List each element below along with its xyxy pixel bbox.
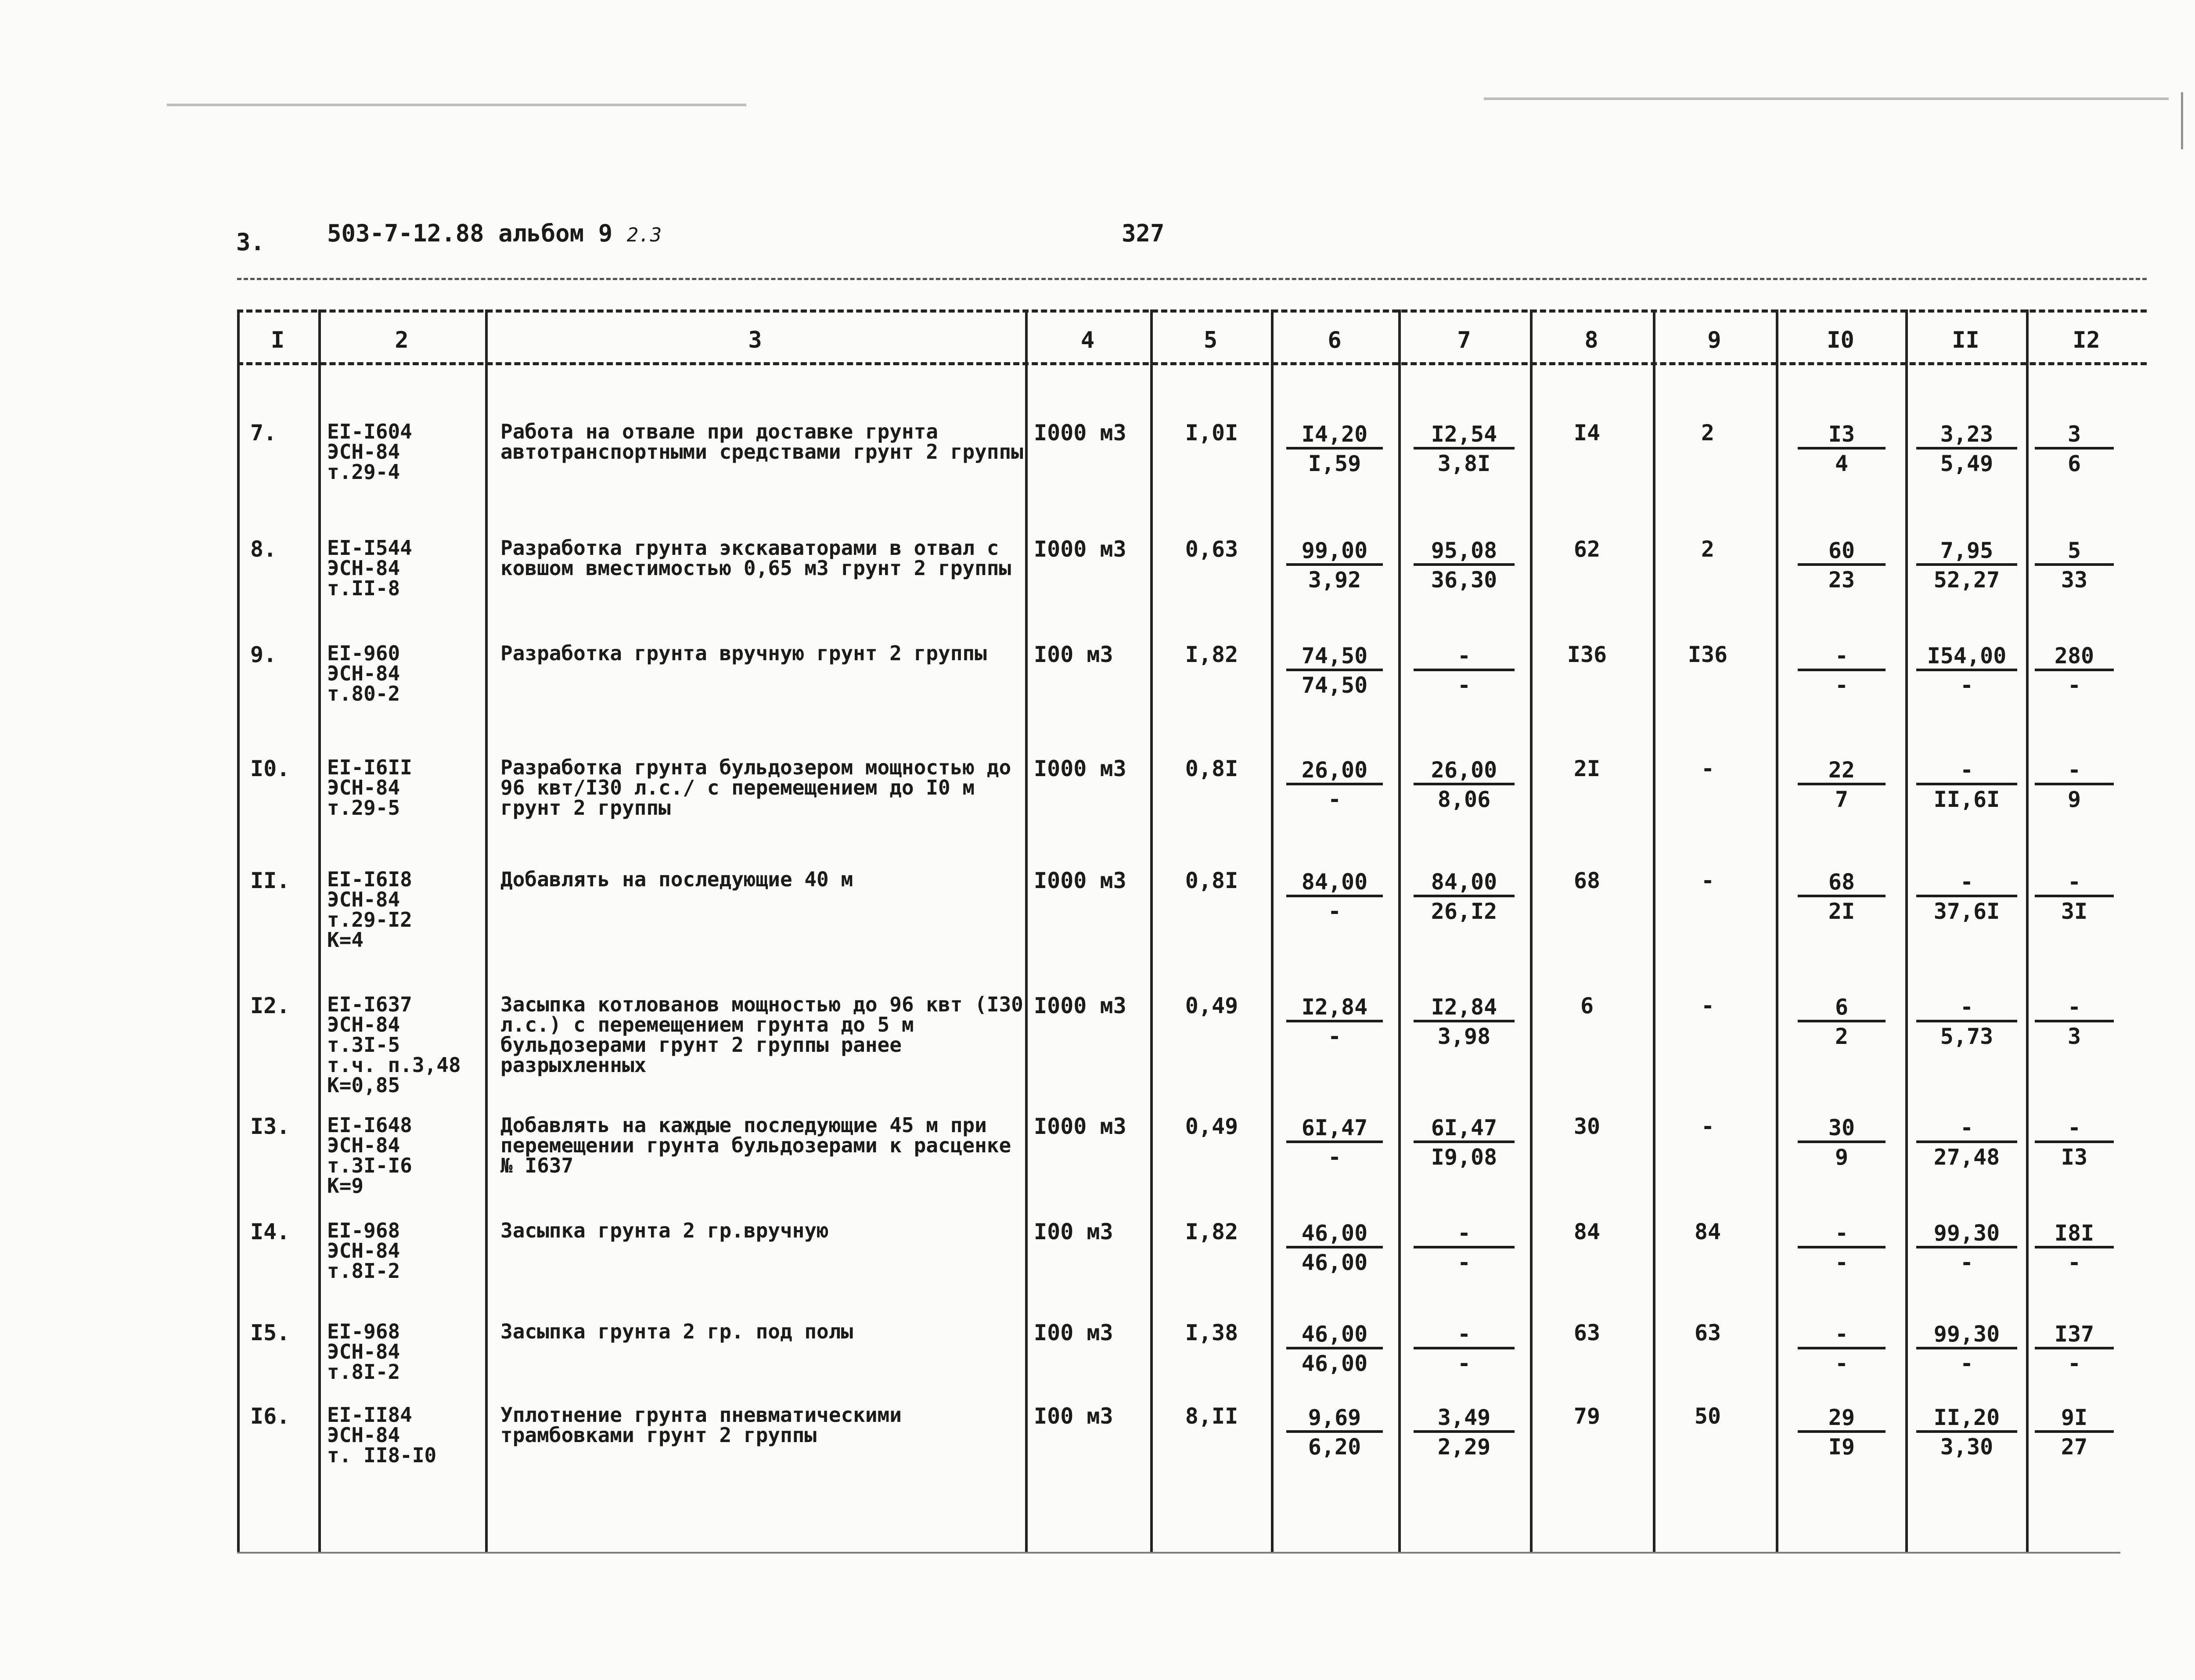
fraction-denominator: 23: [1828, 567, 1855, 593]
fraction-denominator: 2I: [1828, 899, 1855, 924]
norm-code-line: EI-I604: [327, 420, 412, 443]
unit-of-measure: I000 м3: [1034, 1114, 1126, 1139]
norm-code: [327, 643, 485, 704]
fraction-numerator: 22: [1798, 757, 1886, 785]
fraction-denominator: -: [1835, 1351, 1849, 1376]
fraction-numerator: -: [1916, 994, 2017, 1022]
table-row: [237, 994, 2147, 1100]
colhead-4: 4: [1080, 327, 1095, 353]
value-col-8: 62: [1573, 536, 1601, 562]
value-col-9: -: [1701, 993, 1715, 1018]
fraction-numerator: -: [1798, 1220, 1886, 1248]
fraction-denominator: 9: [1835, 1144, 1849, 1170]
fraction-denominator: -: [2067, 1250, 2081, 1275]
norm-code-line: EI-I6II: [327, 755, 412, 779]
norm-code: [327, 1321, 485, 1382]
table-row: [237, 421, 2147, 527]
fraction-numerator: I37: [2035, 1321, 2114, 1349]
quantity: I,38: [1185, 1320, 1238, 1345]
fraction-c12: [2035, 869, 2114, 925]
fraction-denominator: -: [2067, 1351, 2081, 1376]
norm-code-line: т.29-I2: [327, 908, 412, 932]
row-number: I4.: [250, 1219, 290, 1245]
colhead-12: I2: [2073, 327, 2100, 353]
table-row: [237, 1405, 2147, 1510]
value-col-8: 6: [1580, 993, 1594, 1018]
document-code-main: 503-7-12.88 альбом 9: [327, 219, 613, 247]
quantity: 0,49: [1185, 1114, 1238, 1139]
work-description: Добавлять на каждые последующие 45 м при перемещении грунта бульдозерами к расценке № I637: [500, 1113, 1011, 1177]
fraction-denominator: 2,29: [1437, 1434, 1491, 1460]
fraction-numerator: -: [2035, 869, 2114, 897]
fraction-c11: [1916, 869, 2017, 925]
colhead-5: 5: [1203, 327, 1218, 353]
fraction-denominator: 74,50: [1301, 673, 1368, 698]
fraction-denominator: -: [1328, 1144, 1342, 1170]
fraction-denominator: 27: [2061, 1434, 2088, 1460]
fraction-numerator: 3,23: [1916, 421, 2017, 450]
fraction-numerator: 7,95: [1916, 538, 2017, 566]
fraction-denominator: -: [1835, 1250, 1849, 1275]
fraction-c6: [1286, 757, 1383, 813]
row-number: I6.: [250, 1403, 290, 1429]
fraction-denominator: 33: [2061, 567, 2088, 593]
fraction-c12: [2035, 421, 2114, 478]
fraction-c10: [1798, 1115, 1886, 1171]
value-col-8: 84: [1573, 1219, 1601, 1245]
value-col-9: I36: [1688, 642, 1728, 667]
fraction-c10: [1798, 538, 1886, 594]
fraction-c10: [1798, 643, 1886, 699]
colhead-10: I0: [1827, 327, 1854, 353]
fraction-c6: [1286, 1115, 1383, 1171]
fraction-c6: [1286, 1321, 1383, 1378]
fraction-denominator: -: [1960, 673, 1974, 698]
fraction-denominator: II,6I: [1933, 787, 2000, 812]
sheet-marker: 3.: [236, 228, 265, 256]
fraction-c12: [2035, 994, 2114, 1050]
fraction-numerator: -: [1414, 643, 1515, 671]
norm-code-line: т.80-2: [327, 682, 400, 705]
unit-of-measure: I00 м3: [1034, 1403, 1113, 1429]
fraction-numerator: 3: [2035, 421, 2114, 450]
work-description: Разработка грунта бульдозером мощностью до 96 квт/I30 л.с./ с перемещением до I0 м грунт 2 группы: [500, 755, 1011, 820]
fraction-numerator: -: [1916, 757, 2017, 785]
colhead-6: 6: [1328, 327, 1342, 353]
fraction-denominator: 3,8I: [1437, 451, 1491, 476]
fraction-denominator: 27,48: [1933, 1144, 2000, 1170]
norm-code-line: EI-I6I8: [327, 867, 412, 891]
column-number-row: [237, 309, 2147, 364]
fraction-numerator: II,20: [1916, 1405, 2017, 1433]
work-description: Засыпка котлованов мощностью до 96 квт (I30 л.с.) с перемещением грунта до 5 м бульдозерами грунт 2 группы ранее разрыхленных: [500, 993, 1023, 1077]
work-description: Добавлять на последующие 40 м: [500, 867, 853, 891]
table-row: [237, 869, 2147, 975]
fraction-c7: [1414, 538, 1515, 594]
norm-code-line: т.29-5: [327, 796, 400, 820]
fraction-numerator: -: [1414, 1321, 1515, 1349]
fraction-numerator: 99,30: [1916, 1321, 2017, 1349]
fraction-denominator: I,59: [1308, 451, 1361, 476]
fraction-c7: [1414, 757, 1515, 813]
fraction-numerator: 84,00: [1414, 869, 1515, 897]
fraction-numerator: 26,00: [1286, 757, 1383, 785]
header-dotted-rule: [237, 278, 2147, 280]
fraction-c12: [2035, 757, 2114, 813]
fraction-denominator: 36,30: [1431, 567, 1497, 593]
fraction-numerator: 6: [1798, 994, 1886, 1022]
norm-code: [327, 869, 485, 950]
norm-code-line: т.3I-I6: [327, 1154, 412, 1177]
fraction-denominator: I9,08: [1431, 1144, 1497, 1170]
colhead-7: 7: [1457, 327, 1471, 353]
fraction-c7: [1414, 1405, 1515, 1461]
fraction-numerator: 6I,47: [1286, 1115, 1383, 1143]
fraction-denominator: 3I: [2061, 899, 2088, 924]
table-row: [237, 643, 2147, 748]
work-description: Разработка грунта вручную грунт 2 группы: [500, 641, 987, 665]
fraction-c12: [2035, 1115, 2114, 1171]
row-number: I5.: [250, 1320, 290, 1345]
unit-of-measure: I000 м3: [1034, 536, 1126, 562]
fraction-numerator: 95,08: [1414, 538, 1515, 566]
unit-of-measure: I00 м3: [1034, 642, 1113, 667]
fraction-c7: [1414, 1115, 1515, 1171]
norm-code: [327, 538, 485, 598]
row-number: I0.: [250, 756, 290, 781]
value-col-8: 30: [1573, 1114, 1601, 1139]
norm-code-line: EI-960: [327, 641, 400, 665]
fraction-numerator: 6I,47: [1414, 1115, 1515, 1143]
fraction-numerator: 26,00: [1414, 757, 1515, 785]
colhead-11: II: [1952, 327, 1979, 353]
fraction-c7: [1414, 643, 1515, 699]
fraction-numerator: I8I: [2035, 1220, 2114, 1248]
table-row: [237, 1115, 2147, 1220]
norm-code-line: EI-I544: [327, 536, 412, 560]
fraction-numerator: -: [1916, 869, 2017, 897]
norm-code-line: ЭСН-84: [327, 1013, 400, 1036]
unit-of-measure: I00 м3: [1034, 1219, 1113, 1245]
fraction-denominator: 5,73: [1940, 1024, 1993, 1049]
unit-of-measure: I00 м3: [1034, 1320, 1113, 1345]
scan-artifact-line: [1484, 97, 2169, 100]
fraction-numerator: 46,00: [1286, 1220, 1383, 1248]
fraction-c11: [1916, 1220, 2017, 1277]
value-col-8: 2I: [1573, 756, 1601, 781]
quantity: I,82: [1185, 1219, 1238, 1245]
work-description: Засыпка грунта 2 гр. под полы: [500, 1320, 853, 1343]
fraction-numerator: 5: [2035, 538, 2114, 566]
value-col-8: 68: [1573, 868, 1601, 893]
fraction-c10: [1798, 1405, 1886, 1461]
norm-code: [327, 757, 485, 818]
fraction-numerator: 68: [1798, 869, 1886, 897]
fraction-denominator: -: [2067, 673, 2081, 698]
row-number: I2.: [250, 993, 290, 1018]
fraction-c7: [1414, 869, 1515, 925]
norm-code-line: EI-968: [327, 1320, 400, 1343]
fraction-denominator: -: [1960, 1351, 1974, 1376]
fraction-c12: [2035, 643, 2114, 699]
fraction-numerator: 99,00: [1286, 538, 1383, 566]
fraction-denominator: -: [1835, 673, 1849, 698]
fraction-c6: [1286, 421, 1383, 478]
fraction-c7: [1414, 421, 1515, 478]
fraction-c6: [1286, 643, 1383, 699]
colhead-2: 2: [395, 327, 409, 353]
fraction-denominator: 9: [2067, 787, 2081, 812]
table-row: [237, 538, 2147, 643]
fraction-c12: [2035, 538, 2114, 594]
quantity: I,0I: [1185, 420, 1238, 446]
fraction-c10: [1798, 994, 1886, 1050]
fraction-denominator: 4: [1835, 451, 1849, 476]
fraction-denominator: 52,27: [1933, 567, 2000, 593]
value-col-8: 79: [1573, 1403, 1601, 1429]
fraction-denominator: -: [1328, 787, 1342, 812]
fraction-numerator: -: [2035, 1115, 2114, 1143]
fraction-denominator: -: [1457, 1351, 1471, 1376]
norm-code-line: т. II8-I0: [327, 1443, 437, 1467]
fraction-denominator: I9: [1828, 1434, 1855, 1460]
value-col-9: 2: [1701, 420, 1715, 446]
norm-code-line: т.29-4: [327, 460, 400, 484]
fraction-numerator: 9,69: [1286, 1405, 1383, 1433]
value-col-9: 50: [1694, 1403, 1721, 1429]
norm-code-line: ЭСН-84: [327, 1340, 400, 1363]
fraction-c10: [1798, 869, 1886, 925]
norm-code-line: т.II-8: [327, 576, 400, 600]
norm-code: [327, 1115, 485, 1196]
fraction-numerator: I2,84: [1286, 994, 1383, 1022]
norm-code-line: ЭСН-84: [327, 888, 400, 911]
fraction-denominator: 46,00: [1301, 1250, 1368, 1275]
quantity: 0,49: [1185, 993, 1238, 1018]
fraction-numerator: I54,00: [1916, 643, 2017, 671]
norm-code: [327, 1405, 485, 1465]
fraction-numerator: -: [1414, 1220, 1515, 1248]
row-number: 8.: [250, 536, 277, 562]
fraction-c12: [2035, 1405, 2114, 1461]
norm-code-line: K=0,85: [327, 1073, 400, 1097]
fraction-numerator: -: [1798, 1321, 1886, 1349]
work-description: Уплотнение грунта пневматическими трамбовками грунт 2 группы: [500, 1403, 902, 1447]
fraction-numerator: I2,84: [1414, 994, 1515, 1022]
value-col-9: -: [1701, 868, 1715, 893]
norm-code-line: ЭСН-84: [327, 662, 400, 685]
fraction-denominator: 3,30: [1940, 1434, 1993, 1460]
document-code-suffix: 2.3: [626, 224, 662, 246]
norm-code-line: EI-968: [327, 1219, 400, 1242]
quantity: I,82: [1185, 642, 1238, 667]
fraction-numerator: -: [1798, 643, 1886, 671]
fraction-numerator: 99,30: [1916, 1220, 2017, 1248]
colhead-9: 9: [1707, 327, 1721, 353]
fraction-denominator: 6,20: [1308, 1434, 1361, 1460]
fraction-denominator: 6: [2067, 451, 2081, 476]
norm-code: [327, 994, 485, 1095]
fraction-numerator: I4,20: [1286, 421, 1383, 450]
fraction-numerator: 30: [1798, 1115, 1886, 1143]
norm-code-line: ЭСН-84: [327, 440, 400, 464]
fraction-c10: [1798, 757, 1886, 813]
right-edge-mark: [2181, 92, 2183, 149]
fraction-c6: [1286, 1220, 1383, 1277]
fraction-c7: [1414, 1321, 1515, 1378]
fraction-denominator: 3,98: [1437, 1024, 1491, 1049]
value-col-9: 63: [1694, 1320, 1721, 1345]
work-description: Работа на отвале при доставке грунта автотранспортными средствами грунт 2 группы: [500, 420, 1023, 464]
value-col-9: -: [1701, 1114, 1715, 1139]
fraction-c6: [1286, 1405, 1383, 1461]
fraction-c11: [1916, 994, 2017, 1050]
page-number: 327: [1122, 219, 1165, 247]
norm-code-line: ЭСН-84: [327, 1239, 400, 1263]
fraction-denominator: -: [1960, 1250, 1974, 1275]
norm-code-line: EI-II84: [327, 1403, 412, 1427]
value-col-9: 2: [1701, 536, 1715, 562]
fraction-c11: [1916, 1321, 2017, 1378]
fraction-c7: [1414, 1220, 1515, 1277]
value-col-8: I4: [1573, 420, 1601, 446]
norm-code-line: т.3I-5: [327, 1033, 400, 1057]
fraction-numerator: 46,00: [1286, 1321, 1383, 1349]
fraction-numerator: 3,49: [1414, 1405, 1515, 1433]
fraction-denominator: -: [1457, 1250, 1471, 1275]
fraction-c12: [2035, 1220, 2114, 1277]
row-number: II.: [250, 868, 290, 893]
fraction-c7: [1414, 994, 1515, 1050]
fraction-denominator: 7: [1835, 787, 1849, 812]
fraction-c6: [1286, 869, 1383, 925]
quantity: 0,63: [1185, 536, 1238, 562]
fraction-numerator: 29: [1798, 1405, 1886, 1433]
norm-code-line: EI-I648: [327, 1113, 412, 1137]
document-code: [327, 219, 662, 247]
table-row: [237, 1220, 2147, 1326]
fraction-denominator: 3,92: [1308, 567, 1361, 593]
value-col-9: 84: [1694, 1219, 1721, 1245]
value-col-8: I36: [1567, 642, 1607, 667]
norm-code-line: т.8I-2: [327, 1360, 400, 1384]
scan-artifact-line: [167, 104, 746, 106]
fraction-c11: [1916, 643, 2017, 699]
value-col-9: -: [1701, 756, 1715, 781]
norm-code-line: K=4: [327, 928, 364, 952]
fraction-denominator: 46,00: [1301, 1351, 1368, 1376]
fraction-denominator: 3: [2067, 1024, 2081, 1049]
row-number: 7.: [250, 420, 277, 446]
fraction-denominator: I3: [2061, 1144, 2088, 1170]
colhead-1: I: [270, 327, 285, 353]
fraction-c11: [1916, 1115, 2017, 1171]
norm-code: [327, 421, 485, 482]
fraction-c11: [1916, 538, 2017, 594]
table-row: [237, 757, 2147, 863]
norm-code-line: т.ч. п.3,48: [327, 1053, 461, 1077]
fraction-numerator: I2,54: [1414, 421, 1515, 450]
quantity: 0,8I: [1185, 868, 1238, 893]
unit-of-measure: I000 м3: [1034, 756, 1126, 781]
fraction-denominator: 8,06: [1437, 787, 1491, 812]
unit-of-measure: I000 м3: [1034, 993, 1126, 1018]
fraction-c12: [2035, 1321, 2114, 1378]
work-description: Разработка грунта экскаваторами в отвал с ковшом вместимостью 0,65 м3 грунт 2 группы: [500, 536, 1011, 580]
colhead-8: 8: [1584, 327, 1598, 353]
fraction-numerator: 84,00: [1286, 869, 1383, 897]
work-description: Засыпка грунта 2 гр.вручную: [500, 1219, 829, 1242]
fraction-numerator: I3: [1798, 421, 1886, 450]
fraction-numerator: -: [2035, 757, 2114, 785]
quantity: 8,II: [1185, 1403, 1238, 1429]
fraction-c11: [1916, 1405, 2017, 1461]
norm-code-line: ЭСН-84: [327, 556, 400, 580]
fraction-denominator: 26,I2: [1431, 899, 1497, 924]
norm-code-line: K=9: [327, 1174, 364, 1198]
fraction-numerator: 280: [2035, 643, 2114, 671]
row-number: I3.: [250, 1114, 290, 1139]
fraction-numerator: -: [1916, 1115, 2017, 1143]
fraction-c6: [1286, 994, 1383, 1050]
norm-code-line: ЭСН-84: [327, 1423, 400, 1447]
fraction-c6: [1286, 538, 1383, 594]
fraction-c10: [1798, 421, 1886, 478]
norm-code: [327, 1220, 485, 1281]
fraction-c10: [1798, 1321, 1886, 1378]
norm-code-line: ЭСН-84: [327, 1133, 400, 1157]
fraction-denominator: -: [1328, 1024, 1342, 1049]
norm-code-line: ЭСН-84: [327, 776, 400, 799]
fraction-denominator: 37,6I: [1933, 899, 2000, 924]
fraction-numerator: 60: [1798, 538, 1886, 566]
fraction-denominator: -: [1328, 899, 1342, 924]
fraction-denominator: 2: [1835, 1024, 1849, 1049]
fraction-numerator: 74,50: [1286, 643, 1383, 671]
colhead-3: 3: [748, 327, 762, 353]
row-number: 9.: [250, 642, 277, 667]
quantity: 0,8I: [1185, 756, 1238, 781]
fraction-denominator: -: [1457, 673, 1471, 698]
fraction-c10: [1798, 1220, 1886, 1277]
value-col-8: 63: [1573, 1320, 1601, 1345]
fraction-numerator: 9I: [2035, 1405, 2114, 1433]
fraction-c11: [1916, 421, 2017, 478]
fraction-c11: [1916, 757, 2017, 813]
unit-of-measure: I000 м3: [1034, 868, 1126, 893]
fraction-numerator: -: [2035, 994, 2114, 1022]
unit-of-measure: I000 м3: [1034, 420, 1126, 446]
norm-code-line: EI-I637: [327, 993, 412, 1016]
fraction-denominator: 5,49: [1940, 451, 1993, 476]
table-bottom-border: [237, 1552, 2120, 1554]
norm-code-line: т.8I-2: [327, 1259, 400, 1283]
